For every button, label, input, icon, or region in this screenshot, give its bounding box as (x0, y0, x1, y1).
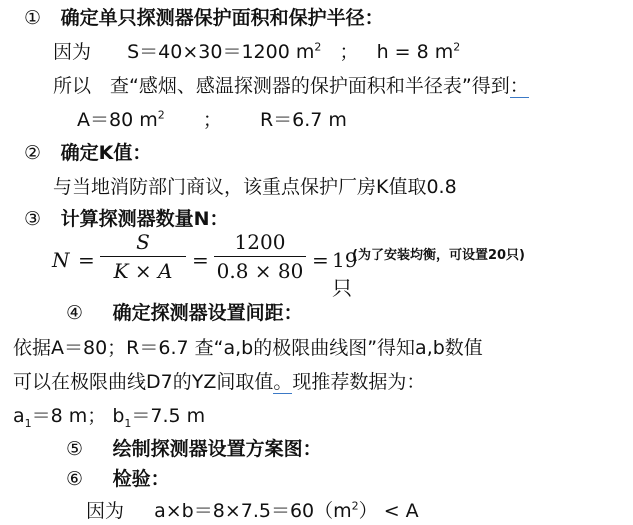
formula-equals-3: = (312, 248, 329, 272)
spacing-b-symbol: b (112, 405, 125, 427)
step-2-heading (24, 141, 151, 165)
formula-lhs: N (52, 248, 70, 272)
step-6-heading (66, 467, 170, 491)
step-2-marker: ② (24, 142, 42, 164)
formula-result: 19只 (332, 248, 358, 300)
step-2-text: 与当地消防部门商议，该重点保护厂房K值取0.8 (53, 176, 457, 198)
step-5-marker: ⑤ (66, 438, 84, 460)
protection-area-superscript: 2 (157, 108, 165, 122)
step-1-heading (24, 6, 384, 30)
step-5-heading (66, 437, 322, 461)
step-3-title: 计算探测器数量N： (60, 208, 229, 230)
formula-equals-2: = (192, 248, 209, 272)
step-1-lookup-line (53, 74, 529, 98)
height-unit-superscript: 2 (453, 40, 461, 54)
protection-area: A＝80 m (77, 109, 158, 131)
step-1-marker: ① (24, 7, 42, 29)
step-6-check-line (86, 499, 419, 523)
check-prefix: 因为 (86, 500, 125, 522)
spacing-a-symbol: a (13, 405, 25, 427)
fraction-2-numerator: 1200 (234, 230, 286, 254)
step-4-marker: ④ (66, 302, 84, 324)
check-unit-superscript: 2 (351, 499, 359, 513)
check-expression: a×b＝8×7.5＝60（m (154, 500, 352, 522)
lookup-tail: ： (509, 75, 529, 97)
step-4-line-1: 依据A＝80；R＝6.7 查“a,b的极限曲线图”得知a,b数值 (13, 337, 483, 359)
step-1-result-line (77, 108, 347, 132)
height-expression: h = 8 m (376, 41, 454, 63)
step-6-title: 检验： (112, 468, 170, 490)
step-2-title: 确定K值： (60, 142, 152, 164)
step-4-heading (66, 301, 303, 325)
spacing-b-subscript: 1 (124, 416, 132, 430)
curve-range-period: 。 (273, 371, 293, 393)
step-1-given-line (53, 40, 460, 64)
formula-fraction-1 (100, 230, 186, 283)
result-separator: ； (202, 109, 222, 131)
fraction-2-denominator: 0.8 × 80 (216, 259, 304, 283)
area-expression: S＝40×30＝1200 m (127, 41, 315, 63)
step-6-marker: ⑥ (66, 468, 84, 490)
step-4-line-2 (13, 370, 425, 394)
step-1-title: 确定单只探测器保护面积和保护半径： (60, 7, 384, 29)
formula-equals-1: = (78, 248, 95, 272)
recommend-text: 现推荐数据为： (292, 371, 426, 393)
spacing-b-value: ＝7.5 m (131, 405, 206, 427)
check-close: ） < A (358, 500, 419, 522)
spacing-a-subscript: 1 (24, 416, 32, 430)
protection-radius: R＝6.7 m (259, 109, 347, 131)
formula-fraction-2 (214, 230, 306, 283)
given-separator: ； (339, 41, 359, 63)
given-prefix: 因为 (53, 41, 92, 63)
spacing-a-value: ＝8 m； (31, 405, 107, 427)
step-3-heading (24, 207, 229, 231)
formula-note: (为了安装均衡，可设置20只) (352, 248, 525, 263)
lookup-text: 所以 查“感烟、感温探测器的保护面积和半径表”得到 (53, 75, 510, 97)
curve-range-text: 可以在极限曲线D7的YZ间取值 (13, 371, 274, 393)
step-3-marker: ③ (24, 208, 42, 230)
fraction-1-numerator: S (136, 230, 150, 254)
spacing-values-line (13, 404, 205, 428)
step-5-title: 绘制探测器设置方案图： (112, 438, 322, 460)
fraction-1-denominator: K × A (113, 259, 173, 283)
step-4-title: 确定探测器设置间距： (112, 302, 303, 324)
area-unit-superscript: 2 (314, 40, 322, 54)
